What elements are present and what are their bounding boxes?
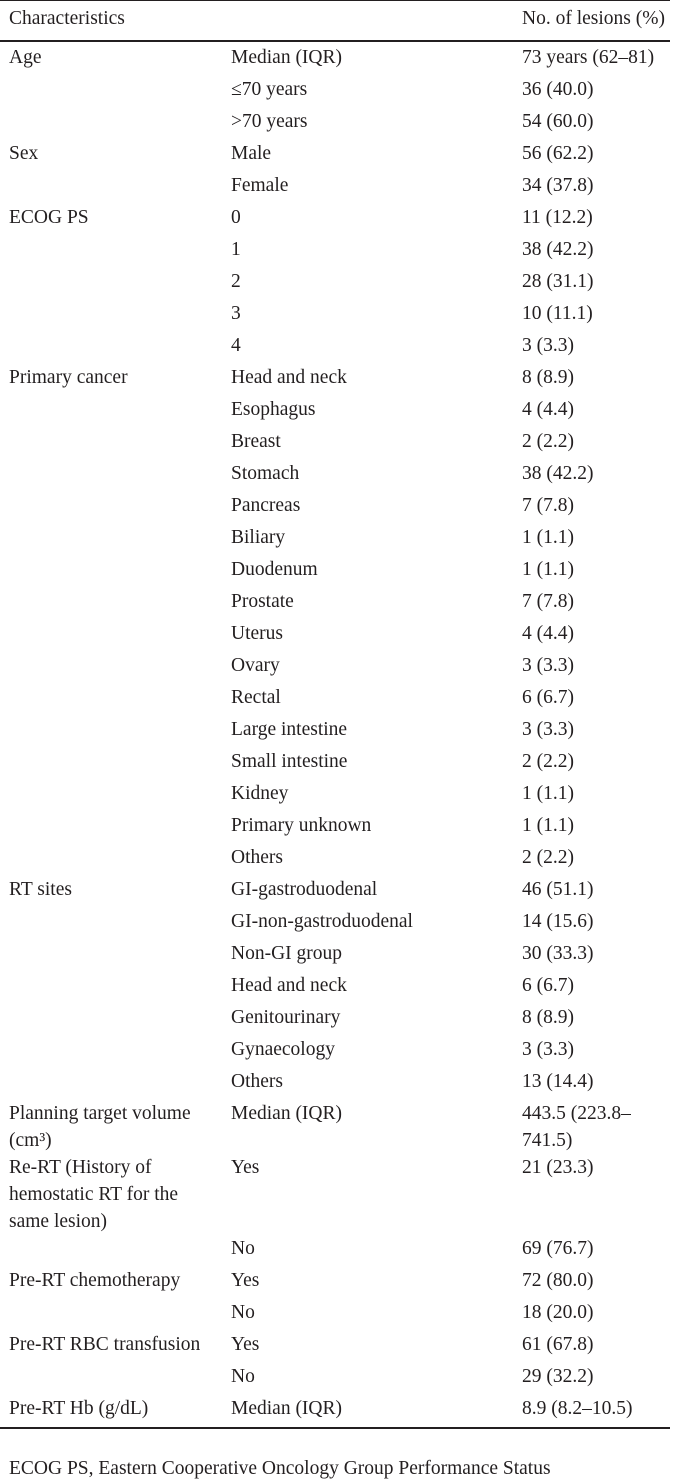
table-row (0, 1068, 670, 1100)
row-characteristic (0, 940, 222, 972)
table-row (0, 172, 670, 204)
row-characteristic: Sex (9, 143, 39, 164)
row-category: Biliary (231, 527, 286, 548)
row-characteristic (0, 908, 222, 940)
row-characteristic (0, 524, 222, 556)
table-row (0, 1004, 670, 1036)
row-characteristic (0, 1004, 222, 1036)
row-category: Female (231, 175, 289, 196)
row-value: 73 years (62–81) (522, 47, 655, 68)
row-value: 7 (7.8) (522, 591, 574, 612)
row-value: 56 (62.2) (522, 143, 594, 164)
table-row (0, 364, 670, 396)
row-characteristic (0, 556, 222, 588)
row-characteristic: Re-RT (History of hemostatic RT for the same lesion) (9, 1157, 179, 1232)
row-characteristic (0, 300, 222, 332)
row-value: 38 (42.2) (522, 463, 594, 484)
row-value: 2 (2.2) (522, 751, 574, 772)
header-lesions: No. of lesions (%) (513, 1, 670, 42)
table-row (0, 300, 670, 332)
row-characteristic (0, 972, 222, 1004)
row-characteristic: Primary cancer (9, 367, 128, 388)
row-category: GI-gastroduodenal (231, 879, 378, 900)
row-characteristic (0, 1299, 222, 1331)
table-row (0, 908, 670, 940)
table-row (0, 41, 670, 76)
row-category: GI-non-gastroduodenal (231, 911, 413, 932)
row-category: Rectal (231, 687, 281, 708)
row-characteristic (0, 108, 222, 140)
row-category: Breast (231, 431, 281, 452)
row-category: Prostate (231, 591, 294, 612)
row-value: 38 (42.2) (522, 239, 594, 260)
table-row (0, 556, 670, 588)
row-characteristic (0, 396, 222, 428)
row-category: Head and neck (231, 367, 347, 388)
row-characteristic (0, 684, 222, 716)
row-value: 3 (3.3) (522, 655, 574, 676)
table-body (0, 41, 670, 1428)
table-footnote: ECOG PS, Eastern Cooperative Oncology Group Performance Status (9, 1459, 551, 1479)
header-characteristics: Characteristics (0, 1, 222, 42)
row-category: Male (231, 143, 272, 164)
row-value: 11 (12.2) (522, 207, 593, 228)
table-row (0, 1395, 670, 1428)
row-value: 6 (6.7) (522, 975, 574, 996)
row-value: 10 (11.1) (522, 303, 593, 324)
row-characteristic: Pre-RT Hb (g/dL) (0, 1395, 222, 1428)
table-row (0, 140, 670, 172)
row-characteristic (0, 844, 222, 876)
row-characteristic (0, 1235, 222, 1267)
row-value: 8 (8.9) (522, 1007, 574, 1028)
row-characteristic (0, 716, 222, 748)
row-category: No (231, 1238, 255, 1259)
table-row (0, 1154, 670, 1235)
row-category: Yes (231, 1157, 260, 1178)
row-value: 3 (3.3) (522, 1039, 574, 1060)
row-value: 8 (8.9) (522, 367, 574, 388)
table-row (0, 876, 670, 908)
row-value: 21 (23.3) (522, 1157, 594, 1178)
table-row (0, 1267, 670, 1299)
row-characteristic: Age (9, 47, 42, 68)
row-category: Yes (231, 1270, 260, 1291)
row-category: Non-GI group (231, 943, 343, 964)
row-value: 2 (2.2) (522, 847, 574, 868)
table-row (0, 620, 670, 652)
row-value: 443.5 (223.8–741.5) (522, 1103, 631, 1151)
row-category: Genitourinary (231, 1007, 341, 1028)
row-characteristic: RT sites (9, 879, 72, 900)
table-row (0, 1235, 670, 1267)
table-row (0, 844, 670, 876)
table-row (0, 1331, 670, 1363)
row-category: Others (231, 847, 283, 868)
row-characteristic (0, 652, 222, 684)
row-category: 1 (231, 239, 241, 260)
row-value: 61 (67.8) (522, 1334, 594, 1355)
row-category: No (231, 1302, 255, 1323)
row-category: Median (IQR) (231, 1103, 343, 1124)
row-characteristic (0, 268, 222, 300)
row-category: Head and neck (231, 975, 347, 996)
row-category: 2 (231, 271, 241, 292)
row-category: Others (231, 1071, 283, 1092)
row-characteristic (0, 1363, 222, 1395)
table-row (0, 204, 670, 236)
row-value: 8.9 (8.2–10.5) (513, 1395, 670, 1428)
table-row (0, 524, 670, 556)
row-characteristic (0, 76, 222, 108)
row-characteristic (0, 588, 222, 620)
row-category: 4 (231, 335, 241, 356)
row-category: Uterus (231, 623, 283, 644)
row-characteristic (0, 492, 222, 524)
row-category: Large intestine (231, 719, 348, 740)
table-row (0, 588, 670, 620)
row-characteristic (0, 1068, 222, 1100)
row-value: 1 (1.1) (522, 783, 574, 804)
row-value: 18 (20.0) (522, 1302, 594, 1323)
row-category: Median (IQR) (222, 1395, 513, 1428)
table-row (0, 460, 670, 492)
row-characteristic (0, 332, 222, 364)
table-row (0, 652, 670, 684)
row-characteristic (0, 172, 222, 204)
row-characteristic: Pre-RT RBC transfusion (9, 1334, 201, 1355)
row-value: 46 (51.1) (522, 879, 594, 900)
row-characteristic (0, 1036, 222, 1068)
row-value: 2 (2.2) (522, 431, 574, 452)
row-category: Median (IQR) (231, 47, 343, 68)
table-row (0, 332, 670, 364)
table-row (0, 1299, 670, 1331)
row-value: 34 (37.8) (522, 175, 594, 196)
row-value: 3 (3.3) (522, 719, 574, 740)
row-category: 3 (231, 303, 241, 324)
row-category: Esophagus (231, 399, 316, 420)
row-category: No (231, 1366, 255, 1387)
row-characteristic: Planning target volume (cm³) (9, 1103, 191, 1151)
row-characteristic: ECOG PS (9, 207, 89, 228)
table-row (0, 716, 670, 748)
row-category: >70 years (231, 111, 308, 132)
row-characteristic (0, 460, 222, 492)
row-value: 29 (32.2) (522, 1366, 594, 1387)
table-row (0, 236, 670, 268)
row-value: 1 (1.1) (522, 527, 574, 548)
row-category: Ovary (231, 655, 280, 676)
table-row (0, 748, 670, 780)
row-value: 1 (1.1) (522, 815, 574, 836)
table-header (0, 1, 670, 42)
row-value: 6 (6.7) (522, 687, 574, 708)
table-row (0, 780, 670, 812)
row-category: 0 (231, 207, 241, 228)
row-characteristic (0, 748, 222, 780)
table-row (0, 1036, 670, 1068)
row-category: Small intestine (231, 751, 348, 772)
row-value: 72 (80.0) (522, 1270, 594, 1291)
table-row (0, 972, 670, 1004)
row-characteristic (0, 780, 222, 812)
row-value: 54 (60.0) (522, 111, 594, 132)
row-category: Yes (231, 1334, 260, 1355)
table-row (0, 684, 670, 716)
row-characteristic: Pre-RT chemotherapy (9, 1270, 181, 1291)
row-characteristic (0, 236, 222, 268)
row-value: 30 (33.3) (522, 943, 594, 964)
table-row (0, 940, 670, 972)
row-value: 1 (1.1) (522, 559, 574, 580)
table-row (0, 1100, 670, 1154)
row-category: Primary unknown (231, 815, 372, 836)
row-value: 4 (4.4) (522, 399, 574, 420)
table-row (0, 812, 670, 844)
row-value: 36 (40.0) (522, 79, 594, 100)
table-row (0, 492, 670, 524)
header-row (0, 1, 670, 42)
row-category: Kidney (231, 783, 289, 804)
row-value: 13 (14.4) (522, 1071, 594, 1092)
row-category: Pancreas (231, 495, 301, 516)
table-row (0, 268, 670, 300)
row-category: Gynaecology (231, 1039, 335, 1060)
row-value: 7 (7.8) (522, 495, 574, 516)
row-value: 3 (3.3) (522, 335, 574, 356)
table-row (0, 428, 670, 460)
row-characteristic (0, 428, 222, 460)
row-characteristic (0, 812, 222, 844)
row-value: 14 (15.6) (522, 911, 594, 932)
row-category: Stomach (231, 463, 300, 484)
row-value: 69 (76.7) (522, 1238, 594, 1259)
table-row (0, 76, 670, 108)
table-row (0, 108, 670, 140)
header-category (222, 1, 513, 42)
row-characteristic (0, 620, 222, 652)
row-category: ≤70 years (231, 79, 308, 100)
row-value: 4 (4.4) (522, 623, 574, 644)
table-row (0, 396, 670, 428)
row-value: 28 (31.1) (522, 271, 594, 292)
table-row (0, 1363, 670, 1395)
row-category: Duodenum (231, 559, 318, 580)
